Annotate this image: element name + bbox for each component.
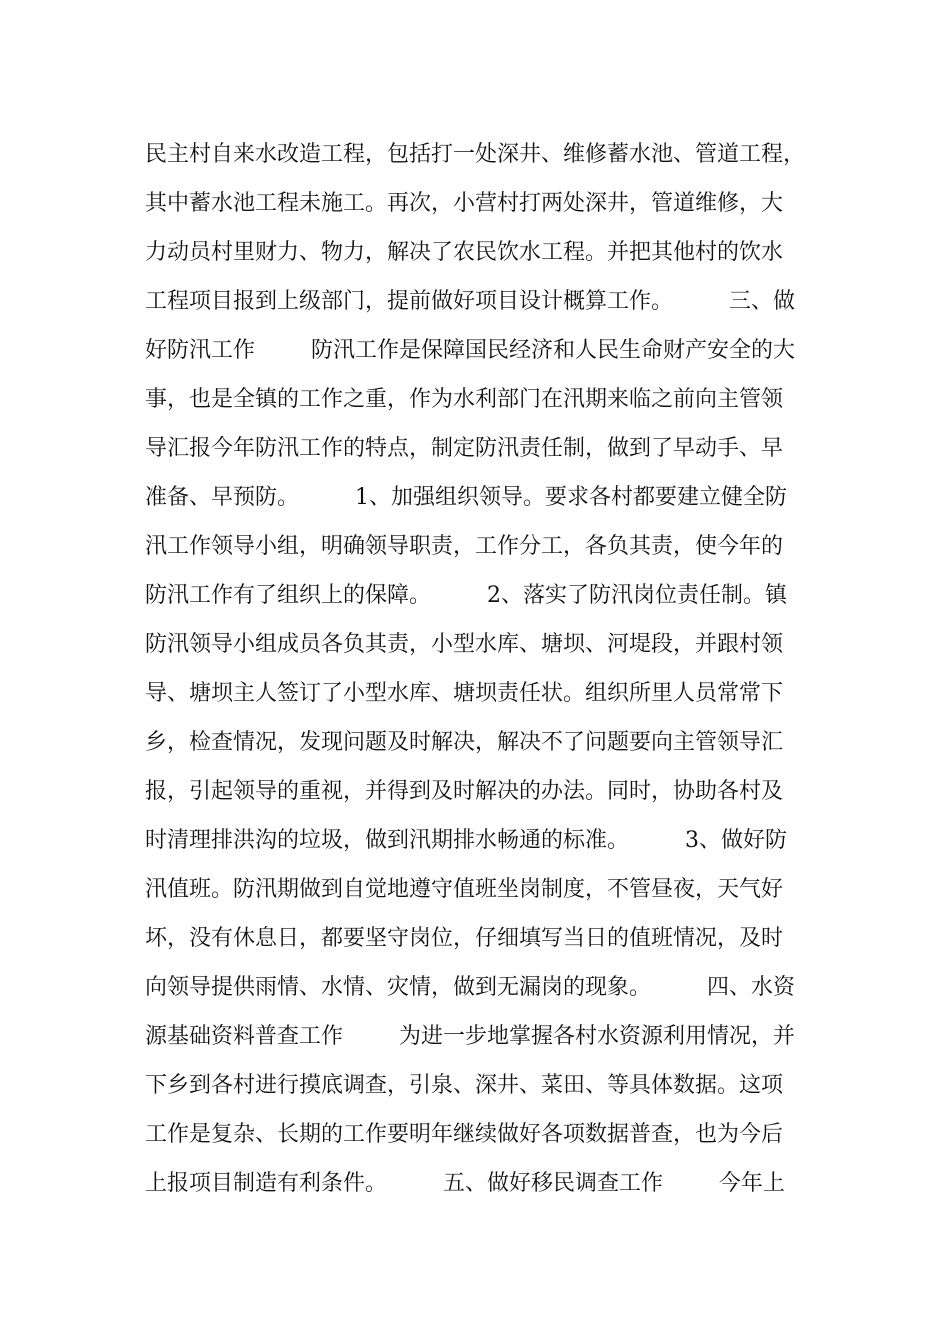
text-line: 报，引起领导的重视，并得到及时解决的办法。同时，协助各村及 — [145, 779, 784, 804]
text-line: 事，也是全镇的工作之重，作为水利部门在汛期来临之前向主管领 — [145, 387, 784, 412]
body-text — [145, 130, 815, 1208]
text-line: 力动员村里财力、物力，解决了农民饮水工程。并把其他村的饮水 — [145, 240, 784, 265]
text-line: 汛工作领导小组，明确领导职责，工作分工，各负其责，使今年的 — [145, 534, 784, 559]
text-line: 上报项目制造有利条件。 五、做好移民调查工作 今年上 — [145, 1171, 785, 1196]
text-line: 防汛领导小组成员各负其责，小型水库、塘坝、河堤段，并跟村领 — [145, 632, 784, 657]
text-line: 准备、早预防。 1、加强组织领导。要求各村都要建立健全防 — [145, 485, 787, 510]
text-line: 好防汛工作 防汛工作是保障国民经济和人民生命财产安全的大 — [145, 338, 795, 363]
text-line: 工程项目报到上级部门，提前做好项目设计概算工作。 三、做 — [145, 289, 795, 314]
text-line: 汛值班。防汛期做到自觉地遵守值班坐岗制度，不管昼夜，天气好 — [145, 877, 784, 902]
text-line: 下乡到各村进行摸底调查，引泉、深井、菜田、等具体数据。这项 — [145, 1073, 784, 1098]
text-line: 导、塘坝主人签订了小型水库、塘坝责任状。组织所里人员常常下 — [145, 681, 784, 706]
text-line: 防汛工作有了组织上的保障。 2、落实了防汛岗位责任制。镇 — [145, 583, 787, 608]
text-line: 其中蓄水池工程未施工。再次，小营村打两处深井，管道维修，大 — [145, 191, 784, 216]
text-line: 工作是复杂、长期的工作要明年继续做好各项数据普查，也为今后 — [145, 1122, 784, 1147]
text-line: 向领导提供雨情、水情、灾情，做到无漏岗的现象。 四、水资 — [145, 975, 795, 1000]
text-line: 民主村自来水改造工程，包括打一处深井、维修蓄水池、管道工程， — [145, 142, 806, 167]
text-line: 导汇报今年防汛工作的特点，制定防汛责任制，做到了早动手、早 — [145, 436, 784, 461]
text-line: 时清理排洪沟的垃圾，做到汛期排水畅通的标准。 3、做好防 — [145, 828, 787, 853]
text-line: 坏，没有休息日，都要坚守岗位，仔细填写当日的值班情况，及时 — [145, 926, 784, 951]
text-line: 乡，检查情况，发现问题及时解决，解决不了问题要向主管领导汇 — [145, 730, 784, 755]
text-line: 源基础资料普查工作 为进一步地掌握各村水资源利用情况，并 — [145, 1024, 795, 1049]
